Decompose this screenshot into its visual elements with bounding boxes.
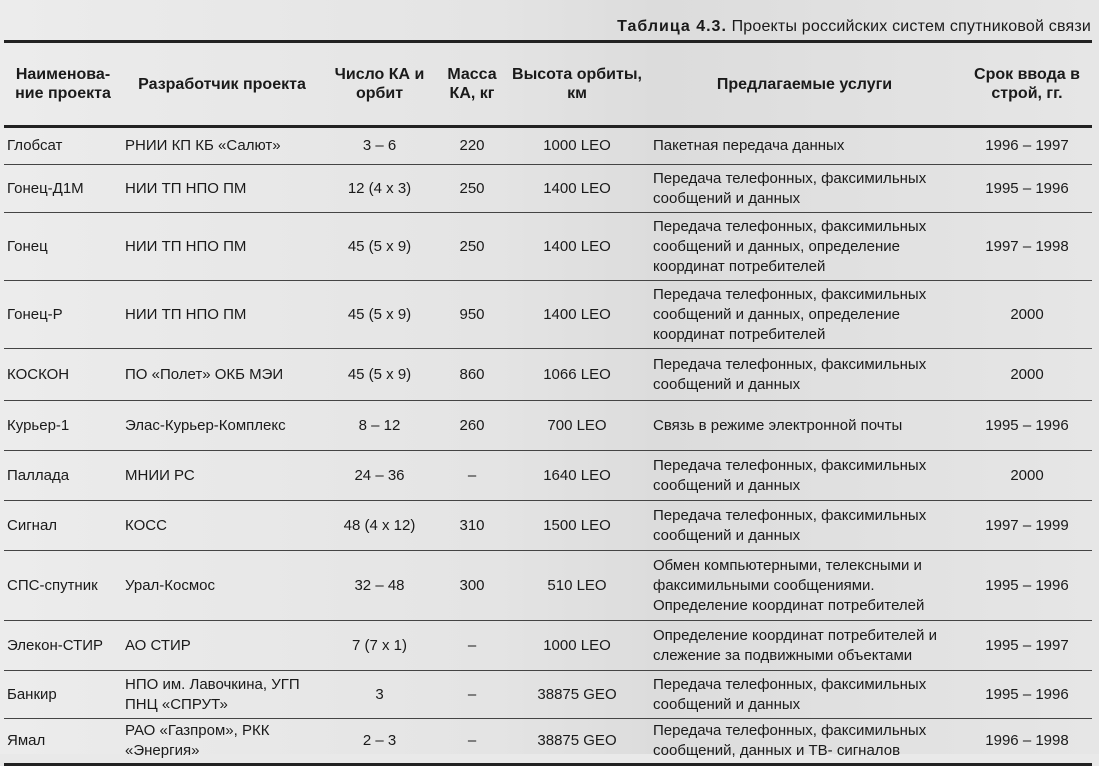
cell-name: Элекон-СТИР [7,636,104,654]
cell-developer: АО СТИР [125,636,191,654]
cell-developer: Элас-Курьер-Комплекс [125,416,286,434]
header-altitude: Высота орбиты, км [512,66,642,102]
cell-services: Связь в режиме электронной почты [653,416,903,434]
cell-services: Передача телефонных, факсимильных сообщений и данных, определение координат потребителей [653,285,927,343]
cell-term: 1997 – 1998 [985,237,1069,255]
cell-services: Передача телефонных, факсимильных сообщений и данных [653,675,927,713]
table-row [4,551,1092,621]
cell-services: Передача телефонных, факсимильных сообщений и данных [653,506,927,544]
cell-term: 2000 [1010,305,1044,323]
cell-name: СПС-спутник [7,576,98,594]
header-services: Предлагаемые услуги [716,75,893,93]
caption-text: Проекты российских систем спутниковой связи [731,18,1091,35]
cell-developer: РАО «Газпром», РКК «Энергия» [125,722,270,759]
cell-developer: НИИ ТП НПО ПМ [125,305,247,323]
cell-developer: НПО им. Лавочкина, УГП ПНЦ «СПРУТ» [125,675,300,713]
header-mass: Масса КА, кг [447,66,497,102]
cell-mass: 220 [459,137,485,154]
table-row [4,349,1092,401]
cell-name: Глобсат [7,137,63,154]
cell-count: 24 – 36 [354,466,405,484]
table-row [4,165,1092,213]
cell-altitude: 1066 LEO [543,365,611,383]
cell-mass: – [467,636,477,654]
table-row [4,401,1092,451]
cell-services: Передача телефонных, факсимильных сообщений и данных [653,169,927,207]
cell-name: КОСКОН [7,365,70,383]
cell-count: 7 (7 х 1) [351,636,408,654]
header-count: Число КА и орбит [334,66,425,102]
cell-name: Паллада [7,466,70,484]
header-row [4,42,1092,127]
cell-term: 1995 – 1996 [985,576,1069,594]
table-row [4,621,1092,671]
table-row [4,671,1092,719]
satellite-projects-table [4,40,1092,766]
cell-altitude: 510 LEO [547,576,607,594]
caption-label: Таблица 4.3. [617,18,727,35]
cell-name: Ямал [7,732,46,749]
cell-term: 2000 [1010,365,1044,383]
cell-mass: – [467,685,477,703]
cell-term: 1995 – 1996 [985,179,1069,197]
cell-developer: ПО «Полет» ОКБ МЭИ [125,365,284,383]
table-row [4,127,1092,165]
cell-name: Сигнал [7,516,58,534]
cell-mass: – [467,466,477,484]
cell-services: Передача телефонных, факсимильных сообщений и данных, определение координат потребителей [653,217,927,275]
cell-name: Курьер-1 [7,416,70,434]
header-name: Наименова-ние проекта [15,66,111,102]
table-row [4,281,1092,349]
cell-count: 32 – 48 [354,576,405,594]
cell-developer: МНИИ РС [125,466,195,484]
cell-name: Банкир [7,685,57,703]
cell-altitude: 38875 GEO [537,732,617,749]
cell-count: 48 (4 х 12) [343,516,416,534]
cell-services: Передача телефонных, факсимильных сообщений и данных [653,456,927,494]
cell-term: 1995 – 1996 [985,416,1069,434]
cell-mass: 860 [459,365,485,383]
cell-altitude: 1000 LEO [543,636,611,654]
cell-developer: НИИ ТП НПО ПМ [125,179,247,197]
cell-services: Обмен компьютерными, телексными и факсимильными сообщениями. Определение координат потребителей [653,556,925,614]
cell-mass: – [467,732,477,749]
cell-services: Определение координат потребителей и слежение за подвижными объектами [653,626,937,664]
table-row [4,451,1092,501]
cell-term: 1996 – 1997 [985,137,1069,154]
cell-services: Пакетная передача данных [653,137,845,154]
cell-name: Гонец-Д1М [7,179,84,197]
cell-term: 1997 – 1999 [985,516,1069,534]
header-term: Срок ввода в строй, гг. [974,66,1080,102]
table-row [4,501,1092,551]
cell-term: 2000 [1010,466,1044,484]
cell-term: 1996 – 1998 [985,732,1069,749]
cell-altitude: 1640 LEO [543,466,611,484]
cell-mass: 250 [459,179,485,197]
cell-count: 3 [375,685,384,703]
table-row [4,719,1092,765]
cell-count: 45 (5 х 9) [347,237,412,255]
cell-developer: КОСС [125,516,167,534]
cell-count: 8 – 12 [358,416,401,434]
table-caption [617,18,1091,36]
cell-altitude: 1000 LEO [543,137,611,154]
cell-count: 45 (5 х 9) [347,305,412,323]
cell-mass: 310 [459,516,485,534]
cell-count: 2 – 3 [362,732,397,749]
cell-services: Передача телефонных, факсимильных сообщений, данных и ТВ- сигналов [653,722,927,759]
cell-mass: 950 [459,305,485,323]
cell-services: Передача телефонных, факсимильных сообщений и данных [653,355,927,393]
cell-altitude: 1500 LEO [543,516,611,534]
cell-mass: 300 [459,576,485,594]
cell-developer: НИИ ТП НПО ПМ [125,237,247,255]
cell-altitude: 700 LEO [547,416,607,434]
cell-count: 45 (5 х 9) [347,365,412,383]
header-developer: Разработчик проекта [138,75,306,93]
cell-name: Гонец-Р [7,305,63,323]
cell-name: Гонец [7,237,48,255]
cell-altitude: 1400 LEO [543,237,611,255]
cell-developer: Урал-Космос [125,576,216,594]
table-row [4,213,1092,281]
cell-altitude: 1400 LEO [543,179,611,197]
cell-mass: 260 [459,416,485,434]
cell-altitude: 38875 GEO [537,685,617,703]
cell-term: 1995 – 1997 [985,636,1069,654]
cell-mass: 250 [459,237,485,255]
cell-count: 12 (4 х 3) [347,179,412,197]
cell-developer: РНИИ КП КБ «Салют» [125,137,281,154]
cell-count: 3 – 6 [362,137,397,154]
cell-term: 1995 – 1996 [985,685,1069,703]
cell-altitude: 1400 LEO [543,305,611,323]
